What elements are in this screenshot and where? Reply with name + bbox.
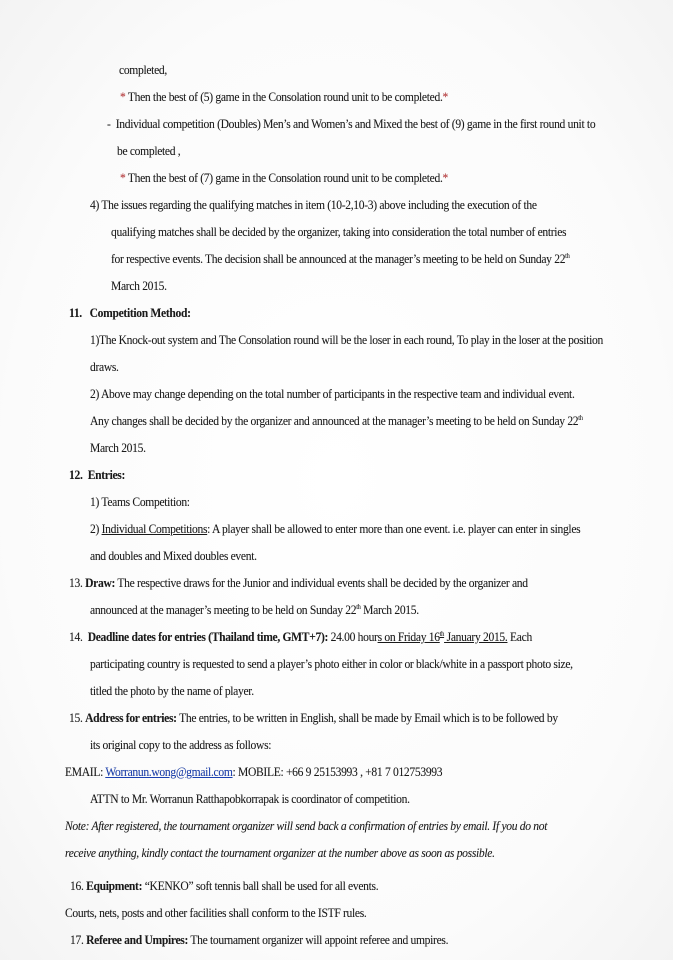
note-text: receive anything, kindly contact the tournament organizer at the number above as soon as possible.: [65, 846, 495, 860]
text-line: [111, 278, 167, 294]
text-line: [90, 440, 146, 456]
section-16: [70, 878, 378, 894]
section-15: [69, 710, 558, 726]
text: The issues regarding the qualifying matches in item (10-2,10-3) above including the execution of the: [101, 198, 537, 212]
superscript: th: [356, 603, 361, 611]
email-label: EMAIL:: [65, 765, 106, 779]
text: March 2015.: [111, 279, 167, 293]
section-number: 11.: [69, 306, 82, 320]
superscript: th: [439, 630, 445, 638]
text: its original copy to the address as follows:: [90, 738, 272, 752]
text: completed,: [119, 63, 167, 77]
section-title: Referee and Umpires:: [86, 933, 189, 947]
text: March 2015.: [90, 441, 146, 455]
section-number: 17.: [70, 933, 84, 947]
section-title: Entries:: [87, 468, 126, 482]
text: qualifying matches shall be decided by the organizer, taking into consideration the total number of entries: [111, 225, 567, 239]
text: “KENKO” soft tennis ball shall be used for all events.: [142, 879, 379, 893]
text: ATTN to Mr. Worranun Ratthapobkorrapak is coordinator of competition.: [90, 792, 410, 806]
red-asterisk: *: [442, 90, 448, 104]
text: participating country is requested to send a player’s photo either in color or black/white in a passport photo size,: [90, 657, 573, 671]
text-line: [119, 62, 167, 78]
underlined-text: January 2015.: [444, 630, 508, 644]
text: Any changes shall be decided by the organizer and announced at the manager’s meeting to be held on Sunday 22: [90, 414, 579, 428]
section-14: [69, 629, 532, 645]
section-number: 14.: [69, 630, 83, 644]
text: and doubles and Mixed doubles event.: [90, 549, 257, 563]
text: 2) Above may change depending on the total number of participants in the respective team and individual event.: [90, 387, 575, 401]
text-line: [90, 332, 603, 348]
section-number: 15.: [69, 711, 83, 725]
email-link[interactable]: Worranun.wong@gmail.com: [105, 765, 233, 779]
text-line: [111, 251, 570, 267]
text-line: [90, 656, 573, 672]
text-line: [90, 386, 575, 402]
text-line: [117, 143, 180, 159]
section-title: Draw:: [85, 576, 116, 590]
section-title: Address for entries:: [85, 711, 177, 725]
text: The entries, to be written in English, shall be made by Email which is to be followed by: [176, 711, 558, 725]
note-line: [65, 818, 547, 834]
text-line: [90, 737, 271, 753]
section-number: 16.: [70, 879, 84, 893]
text-line: [90, 521, 580, 537]
text-line: [90, 548, 257, 564]
section-title: Equipment:: [86, 879, 143, 893]
red-asterisk: *: [120, 90, 126, 104]
text: Individual competition (Doubles) Men’s and Women’s and Mixed the best of (9) game in the first round unit to: [115, 117, 596, 131]
note-text: Note: After registered, the tournament organizer will send back a confirmation of entries by email. If you do not: [65, 819, 548, 833]
text: 2): [90, 522, 102, 536]
bullet: -: [107, 117, 111, 131]
text-line: [90, 494, 190, 510]
text: March 2015.: [360, 603, 419, 617]
underlined-text: s on Friday 16: [377, 630, 440, 644]
red-asterisk: *: [442, 171, 448, 185]
section-11-heading: [69, 305, 191, 321]
text: 1) Teams Competition:: [90, 495, 190, 509]
contact-line: [65, 764, 442, 780]
text: The tournament organizer will appoint referee and umpires.: [188, 933, 449, 947]
text-line: [120, 170, 448, 186]
text: Then the best of (7) game in the Consolation round unit to be completed.: [125, 171, 443, 185]
superscript: th: [565, 252, 570, 260]
note-line: [65, 845, 495, 861]
text-line: [90, 602, 419, 618]
text: Courts, nets, posts and other facilities shall conform to the ISTF rules.: [65, 906, 367, 920]
bullet-line: [107, 116, 595, 132]
item-number: 4): [90, 198, 100, 212]
text: 24.00 hour: [328, 630, 378, 644]
section-12-heading: [69, 467, 125, 483]
mobile-numbers: : MOBILE: +66 9 25153993 , +81 7 012753993: [232, 765, 443, 779]
text-line: [120, 89, 448, 105]
text: announced at the manager’s meeting to be held on Sunday 22: [90, 603, 357, 617]
text-line: [90, 359, 119, 375]
red-asterisk: *: [120, 171, 126, 185]
text-line: [90, 791, 410, 807]
text-line: [90, 683, 254, 699]
text-line: [65, 905, 367, 921]
section-title: Deadline dates for entries (Thailand time, GMT+7):: [87, 630, 329, 644]
text: draws.: [90, 360, 119, 374]
text: : A player shall be allowed to enter more than one event. i.e. player can enter in singles: [207, 522, 581, 536]
text: for respective events. The decision shall be announced at the manager’s meeting to be held on Sunday 22: [111, 252, 566, 266]
text: be completed ,: [117, 144, 181, 158]
section-title: Competition Method:: [89, 306, 191, 320]
text: Then the best of (5) game in the Consolation round unit to be completed.: [125, 90, 443, 104]
text: titled the photo by the name of player.: [90, 684, 254, 698]
superscript: th: [578, 414, 583, 422]
section-number: 13.: [69, 576, 83, 590]
section-17: [70, 932, 448, 948]
text: The respective draws for the Junior and individual events shall be decided by the organizer and: [115, 576, 528, 590]
text: Each: [507, 630, 532, 644]
text: 1)The Knock-out system and The Consolation round will be the loser in each round, To play in the loser at the position: [90, 333, 603, 347]
text-line: [90, 413, 583, 429]
item-4: [90, 197, 537, 213]
text-line: [111, 224, 566, 240]
underlined-text: Individual Competitions: [101, 522, 208, 536]
section-13: [69, 575, 528, 591]
section-number: 12.: [69, 468, 83, 482]
